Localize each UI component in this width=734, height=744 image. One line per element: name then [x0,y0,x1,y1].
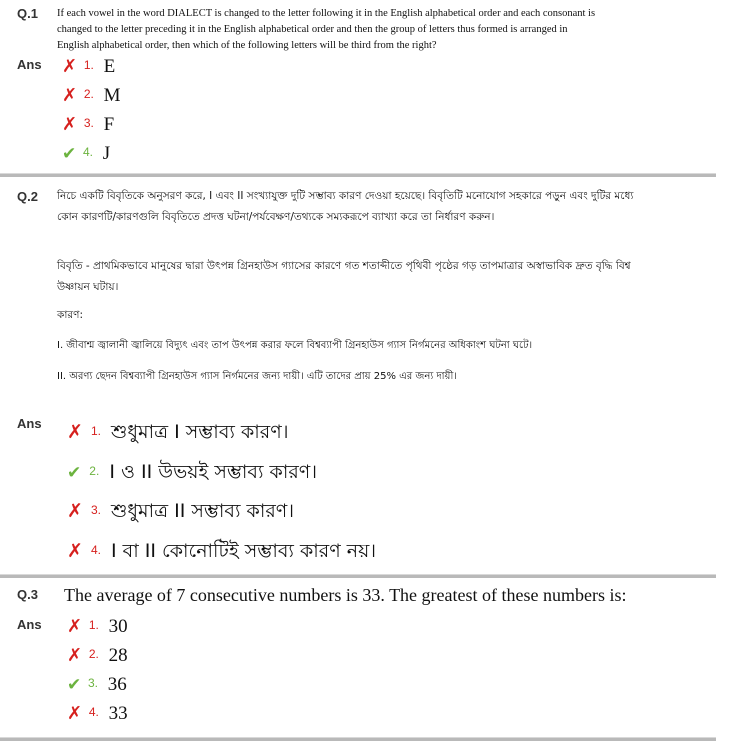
cross-icon: ✗ [67,703,83,724]
option-text: 36 [107,674,127,695]
cross-icon: ✗ [62,114,78,135]
option-number: 1. [90,424,101,438]
answer-label: Ans [17,617,42,632]
option-4[interactable] [67,537,376,569]
cross-icon: ✗ [67,500,83,522]
option-text: F [103,114,115,135]
option-number: 3. [90,503,101,517]
option-text: 30 [108,616,128,637]
cross-icon: ✗ [62,56,78,77]
divider [0,574,716,578]
option-2[interactable] [62,85,121,107]
option-text: J [102,143,111,164]
option-number: 3. [88,676,99,690]
cross-icon: ✗ [67,645,83,666]
reasons-label: কারণ: [57,309,84,321]
answer-label: Ans [17,416,42,431]
question-label: Q.1 [17,6,38,21]
question-label: Q.2 [17,189,38,204]
option-2[interactable] [67,458,317,490]
check-icon: ✔ [62,144,77,164]
option-1[interactable] [67,418,288,450]
question-intro: নিচে একটি বিবৃতিকে অনুসরণ করে, I এবং II সংখ্যাযুক্ত দুটি সম্ভাব্য কারণ দেওয়া হয়েছে। বিবৃতিটি মনোযোগ সহকারে পড়ুন এবং দুটির মধ্যে কোন কারণটি/কারণগুলি বিবৃতিতে প্রদত্ত ঘটনা/পর্যবেক্ষণ/তথ্যকে সম্যকরূপে ব্যাখ্যা করে তা নির্ধারণ করুন। [57,190,634,223]
option-text: I ও II উভয়ই সম্ভাব্য কারণ। [109,461,318,483]
option-number: 2. [89,464,100,478]
option-3[interactable] [67,497,294,529]
option-text: শুধুমাত্র I সম্ভাব্য কারণ। [111,421,289,443]
option-text: E [103,56,116,77]
cross-icon: ✗ [67,616,83,637]
cross-icon: ✗ [62,85,78,106]
option-text: I বা II কোনোটিই সম্ভাব্য কারণ নয়। [111,540,377,562]
question-text: The average of 7 consecutive numbers is 33. The greatest of these numbers is: [64,585,627,605]
option-number: 4. [90,543,101,557]
option-number: 3. [83,116,94,130]
cross-icon: ✗ [67,421,83,443]
question-label: Q.3 [17,587,38,602]
question-text: If each vowel in the word DIALECT is changed to the letter following it in the English alphabetical order and each consonant is changed to the letter preceding it in the English alphabetical order and then the group of letters thus formed is arranged in English alphabetical order, then which of the following letters will be third from the right? [57,8,596,51]
option-text: 33 [108,703,128,724]
option-number: 4. [83,145,94,159]
question-statement: বিবৃতি - প্রাথমিকভাবে মানুষের দ্বারা উৎপন্ন গ্রিনহাউস গ্যাসের কারণে গত শতাব্দীতে পৃথিবী পৃষ্ঠের গড় তাপমাত্রার অস্বাভাবিক দ্রুত বৃদ্ধি বিশ্ব উষ্ণায়ন ঘটায়। [57,260,631,293]
divider [0,737,716,741]
option-3[interactable] [67,674,127,696]
check-icon: ✔ [67,463,82,483]
cross-icon: ✗ [67,540,83,562]
option-text: M [103,85,121,106]
option-4[interactable] [67,703,128,725]
option-4[interactable] [62,143,110,165]
option-number: 4. [88,705,99,719]
divider [0,173,716,177]
answer-label: Ans [17,57,42,72]
reason-1: I. জীবাশ্ম জ্বালানী জ্বালিয়ে বিদ্যুৎ এবং তাপ উৎপন্ন করার ফলে বিশ্বব্যাপী গ্রিনহাউস গ্যাস নির্গমনের অধিকাংশ ঘটনা ঘটে। [57,340,533,351]
option-number: 1. [88,618,99,632]
option-3[interactable] [62,114,114,136]
check-icon: ✔ [67,675,82,695]
option-1[interactable] [67,616,128,638]
option-number: 2. [88,647,99,661]
option-text: 28 [108,645,128,666]
option-number: 2. [83,87,94,101]
option-2[interactable] [67,645,128,667]
option-text: শুধুমাত্র II সম্ভাব্য কারণ। [111,500,295,522]
option-number: 1. [83,58,94,72]
option-1[interactable] [62,56,115,78]
reason-2: II. অরণ্য ছেদন বিশ্বব্যাপী গ্রিনহাউস গ্যাস নির্গমনের জন্য দায়ী। এটি তাদের প্রায় 25% এর জন্য দায়ী। [57,371,457,382]
